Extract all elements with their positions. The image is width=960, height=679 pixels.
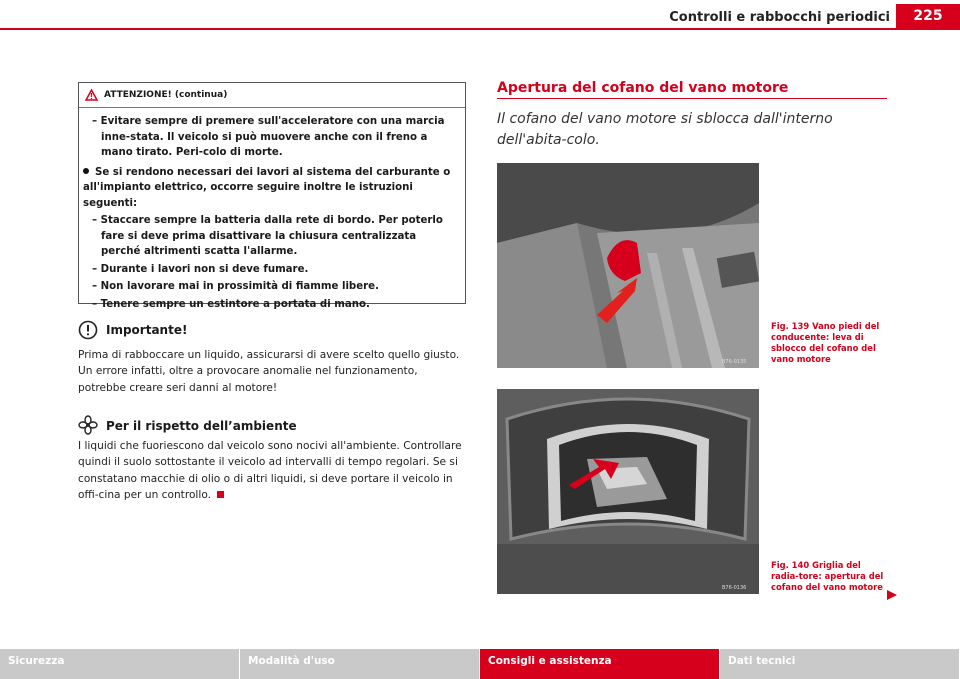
end-of-section-icon bbox=[217, 491, 224, 498]
warning-item: – Staccare sempre la batteria dalla rete di bordo. Per poterlo fare si deve prima disattivare la chiusura centralizzata perché altrimenti scatta l'allarme. bbox=[92, 215, 443, 257]
next-page-arrow-icon[interactable] bbox=[886, 589, 898, 601]
warning-body bbox=[79, 108, 465, 312]
figure-140-caption: Fig. 140 Griglia del radia-tore: apertura del cofano del vano motore bbox=[771, 560, 884, 592]
section-rule bbox=[497, 98, 887, 99]
tab-sicurezza[interactable]: Sicurezza bbox=[0, 649, 240, 679]
warning-item: – Non lavorare mai in prossimità di fiamme libere. bbox=[92, 281, 379, 292]
warning-item: – Durante i lavori non si deve fumare. bbox=[92, 263, 309, 275]
important-text: Prima di rabboccare un liquido, assicurarsi di avere scelto quello giusto. Un errore infatti, oltre a provocare anomalie nel funzionamento, potrebbe creare seri danni al motore! bbox=[78, 349, 460, 394]
tab-consigli-assistenza[interactable]: Consigli e assistenza bbox=[480, 649, 720, 679]
radiator-grille-image bbox=[497, 389, 759, 594]
chapter-title: Controlli e rabbocchi periodici bbox=[669, 10, 890, 25]
environment-text: I liquidi che fuoriescono dal veicolo sono nocivi all'ambiente. Controllare quindi il suolo sottostante il veicolo ad intervalli di tempo regolari. Se si constatano macchie di olio o di altri liquidi, si deve portare il veicolo in offi-cina per un controllo. bbox=[78, 440, 462, 501]
environment-heading bbox=[78, 415, 297, 437]
tab-dati-tecnici[interactable]: Dati tecnici bbox=[720, 649, 960, 679]
bullet-icon bbox=[83, 168, 89, 174]
warning-box bbox=[78, 82, 466, 310]
page-number: 225 bbox=[896, 4, 960, 28]
warning-item: – Tenere sempre un estintore a portata di mano. bbox=[92, 298, 370, 310]
figure-140-photo bbox=[497, 389, 759, 594]
important-title: Importante! bbox=[106, 323, 188, 337]
figure-139-photo bbox=[497, 163, 759, 368]
warning-triangle-icon bbox=[85, 89, 98, 101]
exclamation-circle-icon bbox=[78, 320, 98, 340]
footer-nav bbox=[0, 649, 960, 679]
section-title: Apertura del cofano del vano motore bbox=[497, 80, 789, 96]
figure-140-code: B76-0136 bbox=[722, 585, 747, 591]
flower-icon bbox=[78, 415, 98, 437]
figure-139-caption: Fig. 139 Vano piedi del conducente: leva di sblocco del cofano del vano motore bbox=[771, 321, 880, 364]
hood-release-lever-image bbox=[497, 163, 759, 368]
warning-bullet: Se si rendono necessari dei lavori al sistema del carburante o all'impianto elettrico, occorre seguire inoltre le istruzioni seguenti: bbox=[83, 166, 451, 209]
tab-modalita-uso[interactable]: Modalità d'uso bbox=[240, 649, 480, 679]
warning-title: ATTENZIONE! (continua) bbox=[104, 90, 228, 100]
environment-title: Per il rispetto dell’ambiente bbox=[106, 419, 297, 433]
figure-139-code: B76-0135 bbox=[722, 359, 747, 365]
warning-item: – Evitare sempre di premere sull'acceleratore con una marcia inne-stata. Il veicolo si può muovere anche con il freno a mano tirato. Peri-colo di morte. bbox=[92, 116, 445, 158]
header-rule bbox=[0, 28, 960, 30]
warning-header bbox=[79, 83, 465, 108]
important-heading bbox=[78, 320, 187, 340]
section-intro: Il cofano del vano motore si sblocca dall'interno dell'abita-colo. bbox=[497, 111, 833, 148]
